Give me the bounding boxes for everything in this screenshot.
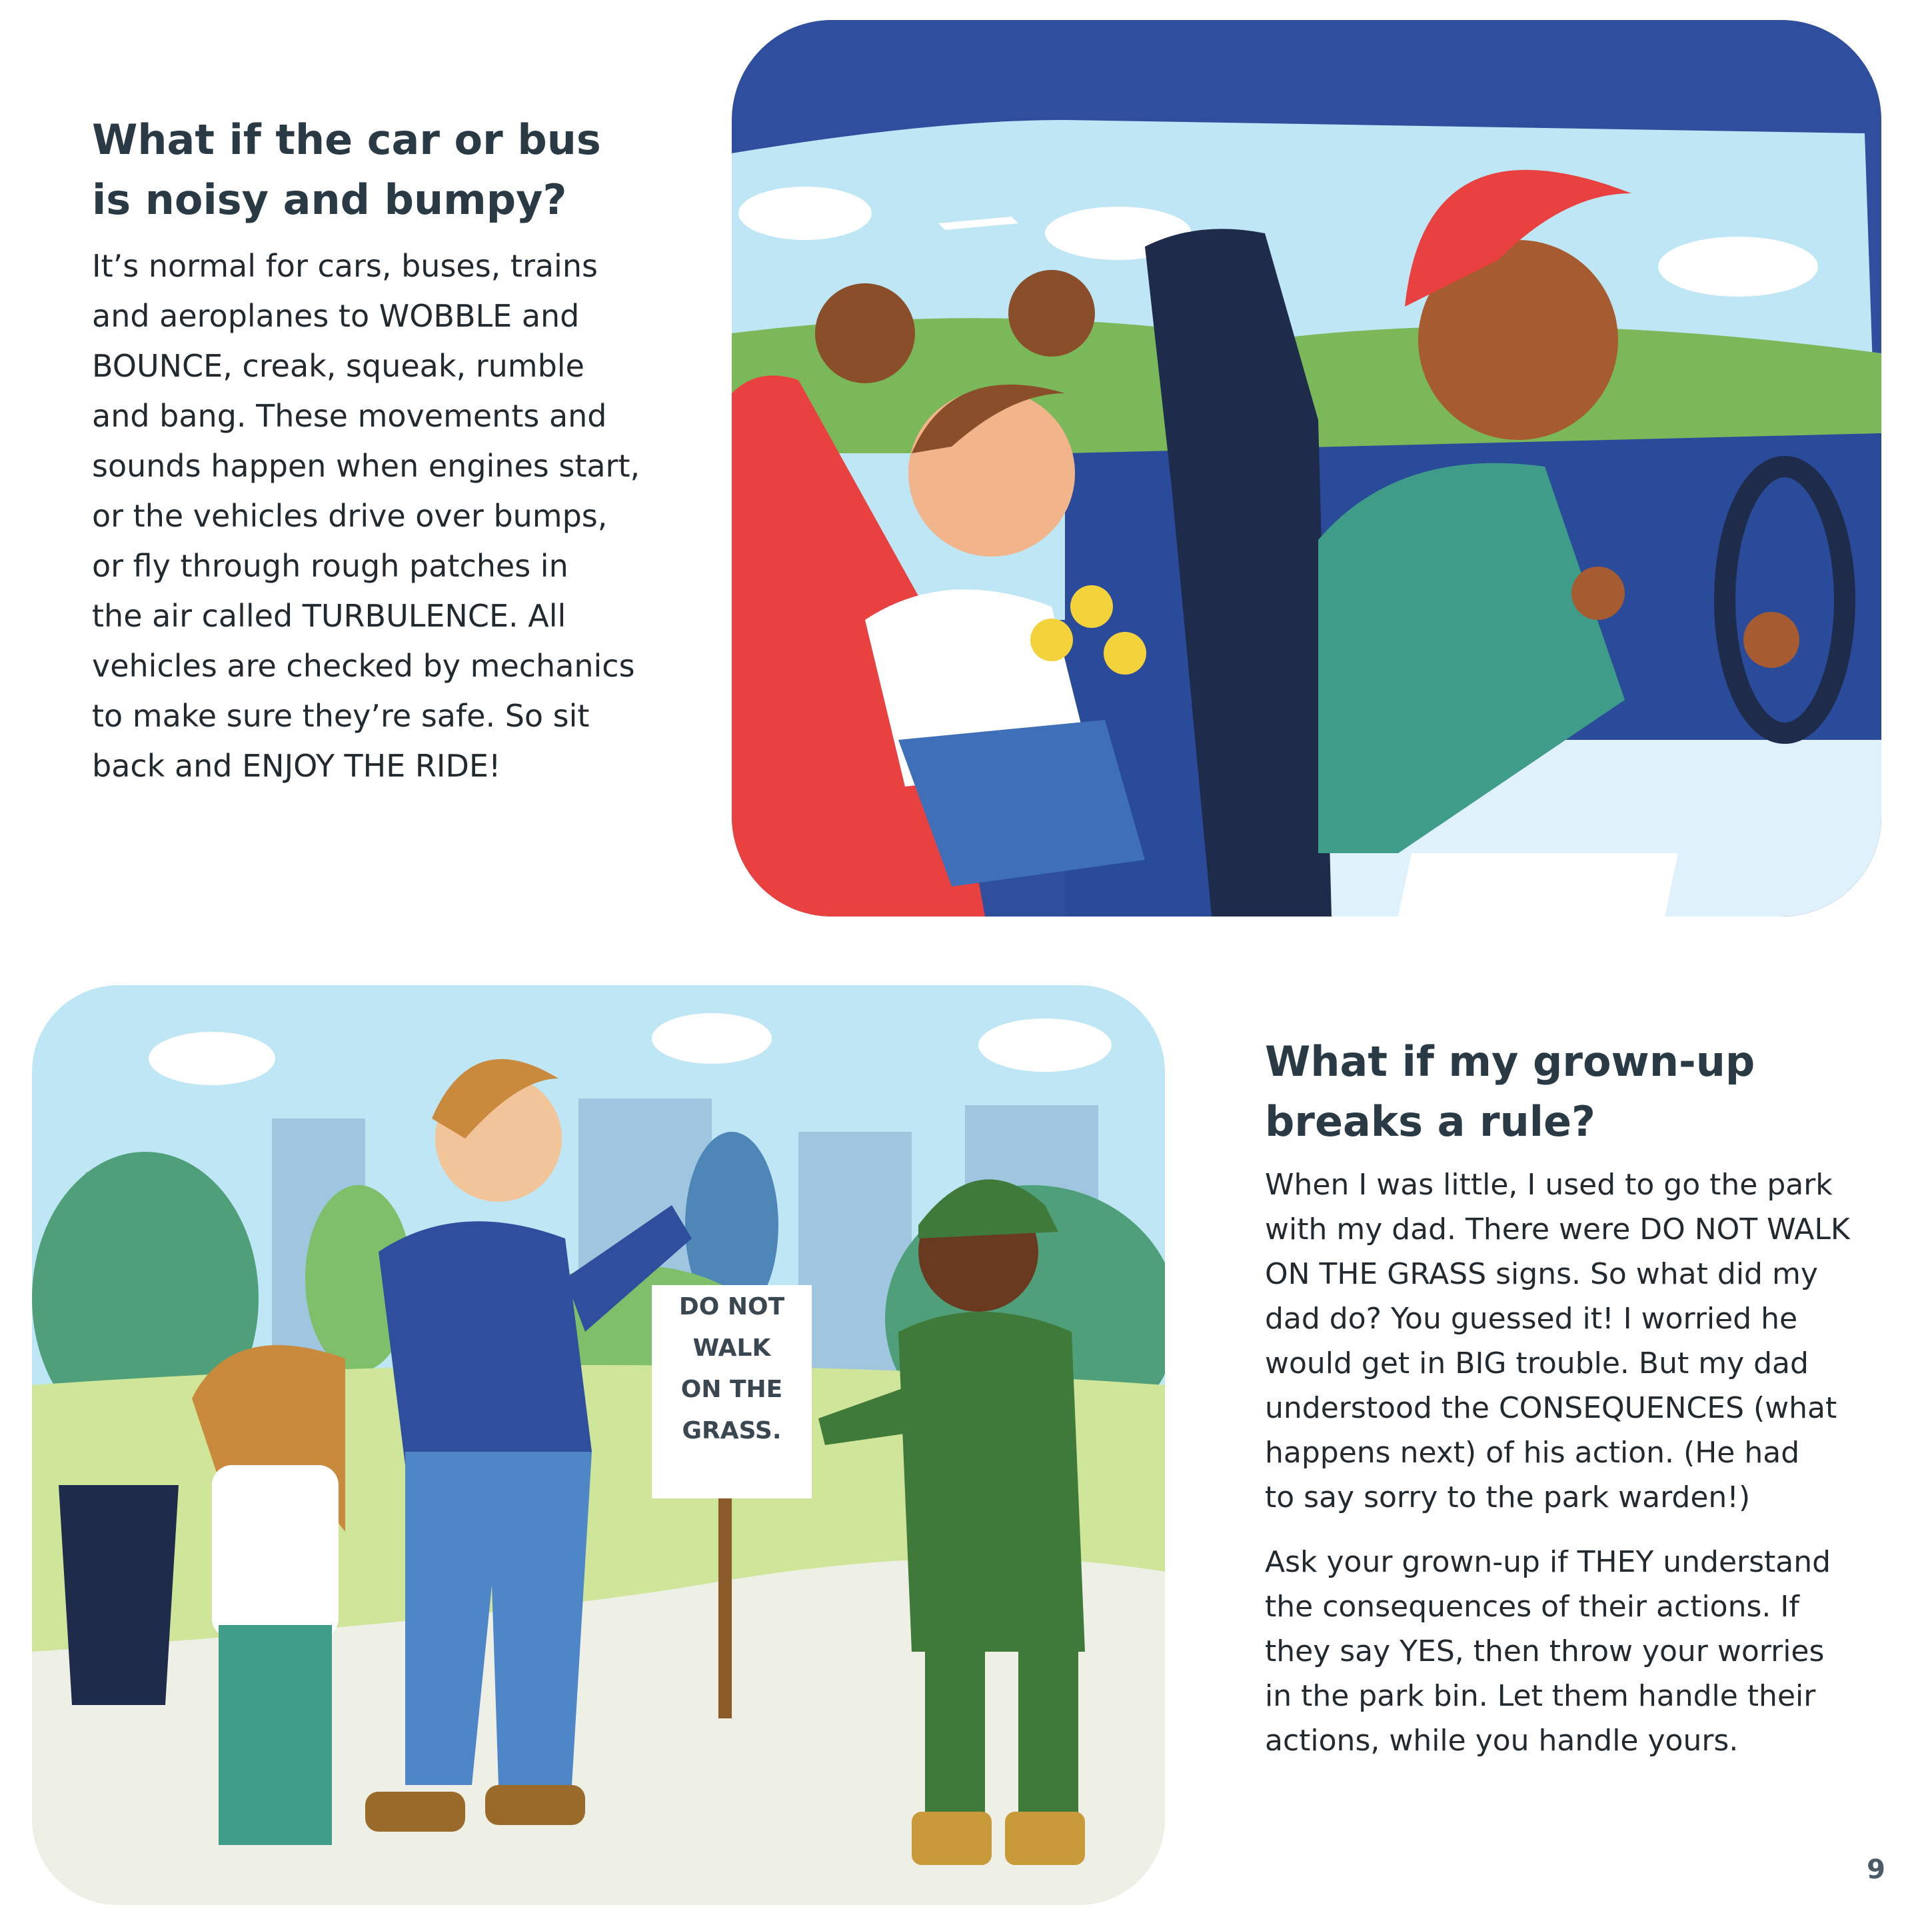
sign-line: DO NOT <box>678 1293 785 1320</box>
text-line: the consequences of their actions. If <box>1265 1590 1799 1624</box>
warden-boot <box>912 1812 992 1865</box>
text-line: with my dad. There were DO NOT WALK <box>1265 1212 1850 1246</box>
heading-line: What if my grown-up <box>1265 1037 1755 1086</box>
text-line: BOUNCE, creak, squeak, rumble <box>92 348 584 384</box>
heading-car-bus <box>92 110 601 230</box>
driver-hand <box>1743 612 1799 668</box>
text-line: and bang. These movements and <box>92 398 607 434</box>
text-line: to say sorry to the park warden!) <box>1265 1480 1751 1514</box>
text-line: Ask your grown-up if THEY understand <box>1265 1545 1831 1579</box>
paragraph-grown-up-2 <box>1265 1540 1831 1763</box>
girl-pants <box>219 1625 332 1845</box>
text-line: understood the CONSEQUENCES (what <box>1265 1391 1837 1425</box>
heading-line: What if the car or bus <box>92 115 601 164</box>
warden-boot <box>1005 1812 1085 1865</box>
text-line: would get in BIG trouble. But my dad <box>1265 1346 1809 1380</box>
heading-line: is noisy and bumpy? <box>92 175 567 224</box>
heading-line: breaks a rule? <box>1265 1097 1595 1146</box>
text-line: actions, while you handle yours. <box>1265 1724 1739 1758</box>
park-scene <box>32 985 1165 1905</box>
text-line: or the vehicles drive over bumps, <box>92 498 608 534</box>
text-line: sounds happen when engines start, <box>92 448 640 484</box>
text-line: back and ENJOY THE RIDE! <box>92 748 501 784</box>
dad-shoe <box>485 1785 585 1825</box>
text-line: ON THE GRASS signs. So what did my <box>1265 1257 1818 1291</box>
page-number: 9 <box>1867 1854 1885 1885</box>
warden-leg <box>925 1652 985 1825</box>
text-line: or fly through rough patches in <box>92 548 568 584</box>
dad-jeans <box>405 1452 592 1785</box>
cloud <box>978 1018 1112 1072</box>
text-line: the air called TURBULENCE. All <box>92 598 566 634</box>
text-line: When I was little, I used to go the park <box>1265 1168 1833 1202</box>
warden-uniform <box>898 1312 1085 1652</box>
cloud <box>652 1013 772 1064</box>
girl-hair-bun <box>1008 270 1095 357</box>
text-line: dad do? You guessed it! I worried he <box>1265 1302 1798 1336</box>
text-line: in the park bin. Let them handle their <box>1265 1679 1816 1713</box>
girl-shirt <box>212 1465 339 1638</box>
text-line: happens next) of his action. (He had <box>1265 1436 1800 1470</box>
driver-hand <box>1571 567 1625 620</box>
sign-line: WALK <box>692 1334 771 1362</box>
text-line: and aeroplanes to WOBBLE and <box>92 298 580 334</box>
park-sign-text <box>652 1286 812 1452</box>
cloud <box>1658 237 1818 297</box>
car-illustration <box>732 20 1881 917</box>
text-line: It’s normal for cars, buses, trains <box>92 248 598 284</box>
text-line: vehicles are checked by mechanics <box>92 648 635 684</box>
park-illustration <box>32 985 1165 1905</box>
paragraph-car-bus <box>92 241 640 791</box>
warden-leg <box>1018 1652 1078 1825</box>
heading-grown-up <box>1265 1032 1755 1152</box>
text-line: to make sure they’re safe. So sit <box>92 698 590 734</box>
driver-pants <box>1398 853 1678 917</box>
sign-line: GRASS. <box>682 1417 782 1444</box>
paragraph-grown-up-1 <box>1265 1162 1850 1520</box>
park-bin-icon <box>59 1485 179 1705</box>
dad-sweater <box>379 1221 592 1465</box>
car-scene <box>732 20 1881 917</box>
girl-hair-bun <box>815 283 915 383</box>
dad-shoe <box>365 1792 465 1832</box>
cloud <box>738 187 872 240</box>
sign-line: ON THE <box>680 1376 783 1403</box>
cloud <box>149 1032 275 1085</box>
text-line: they say YES, then throw your worries <box>1265 1634 1825 1668</box>
